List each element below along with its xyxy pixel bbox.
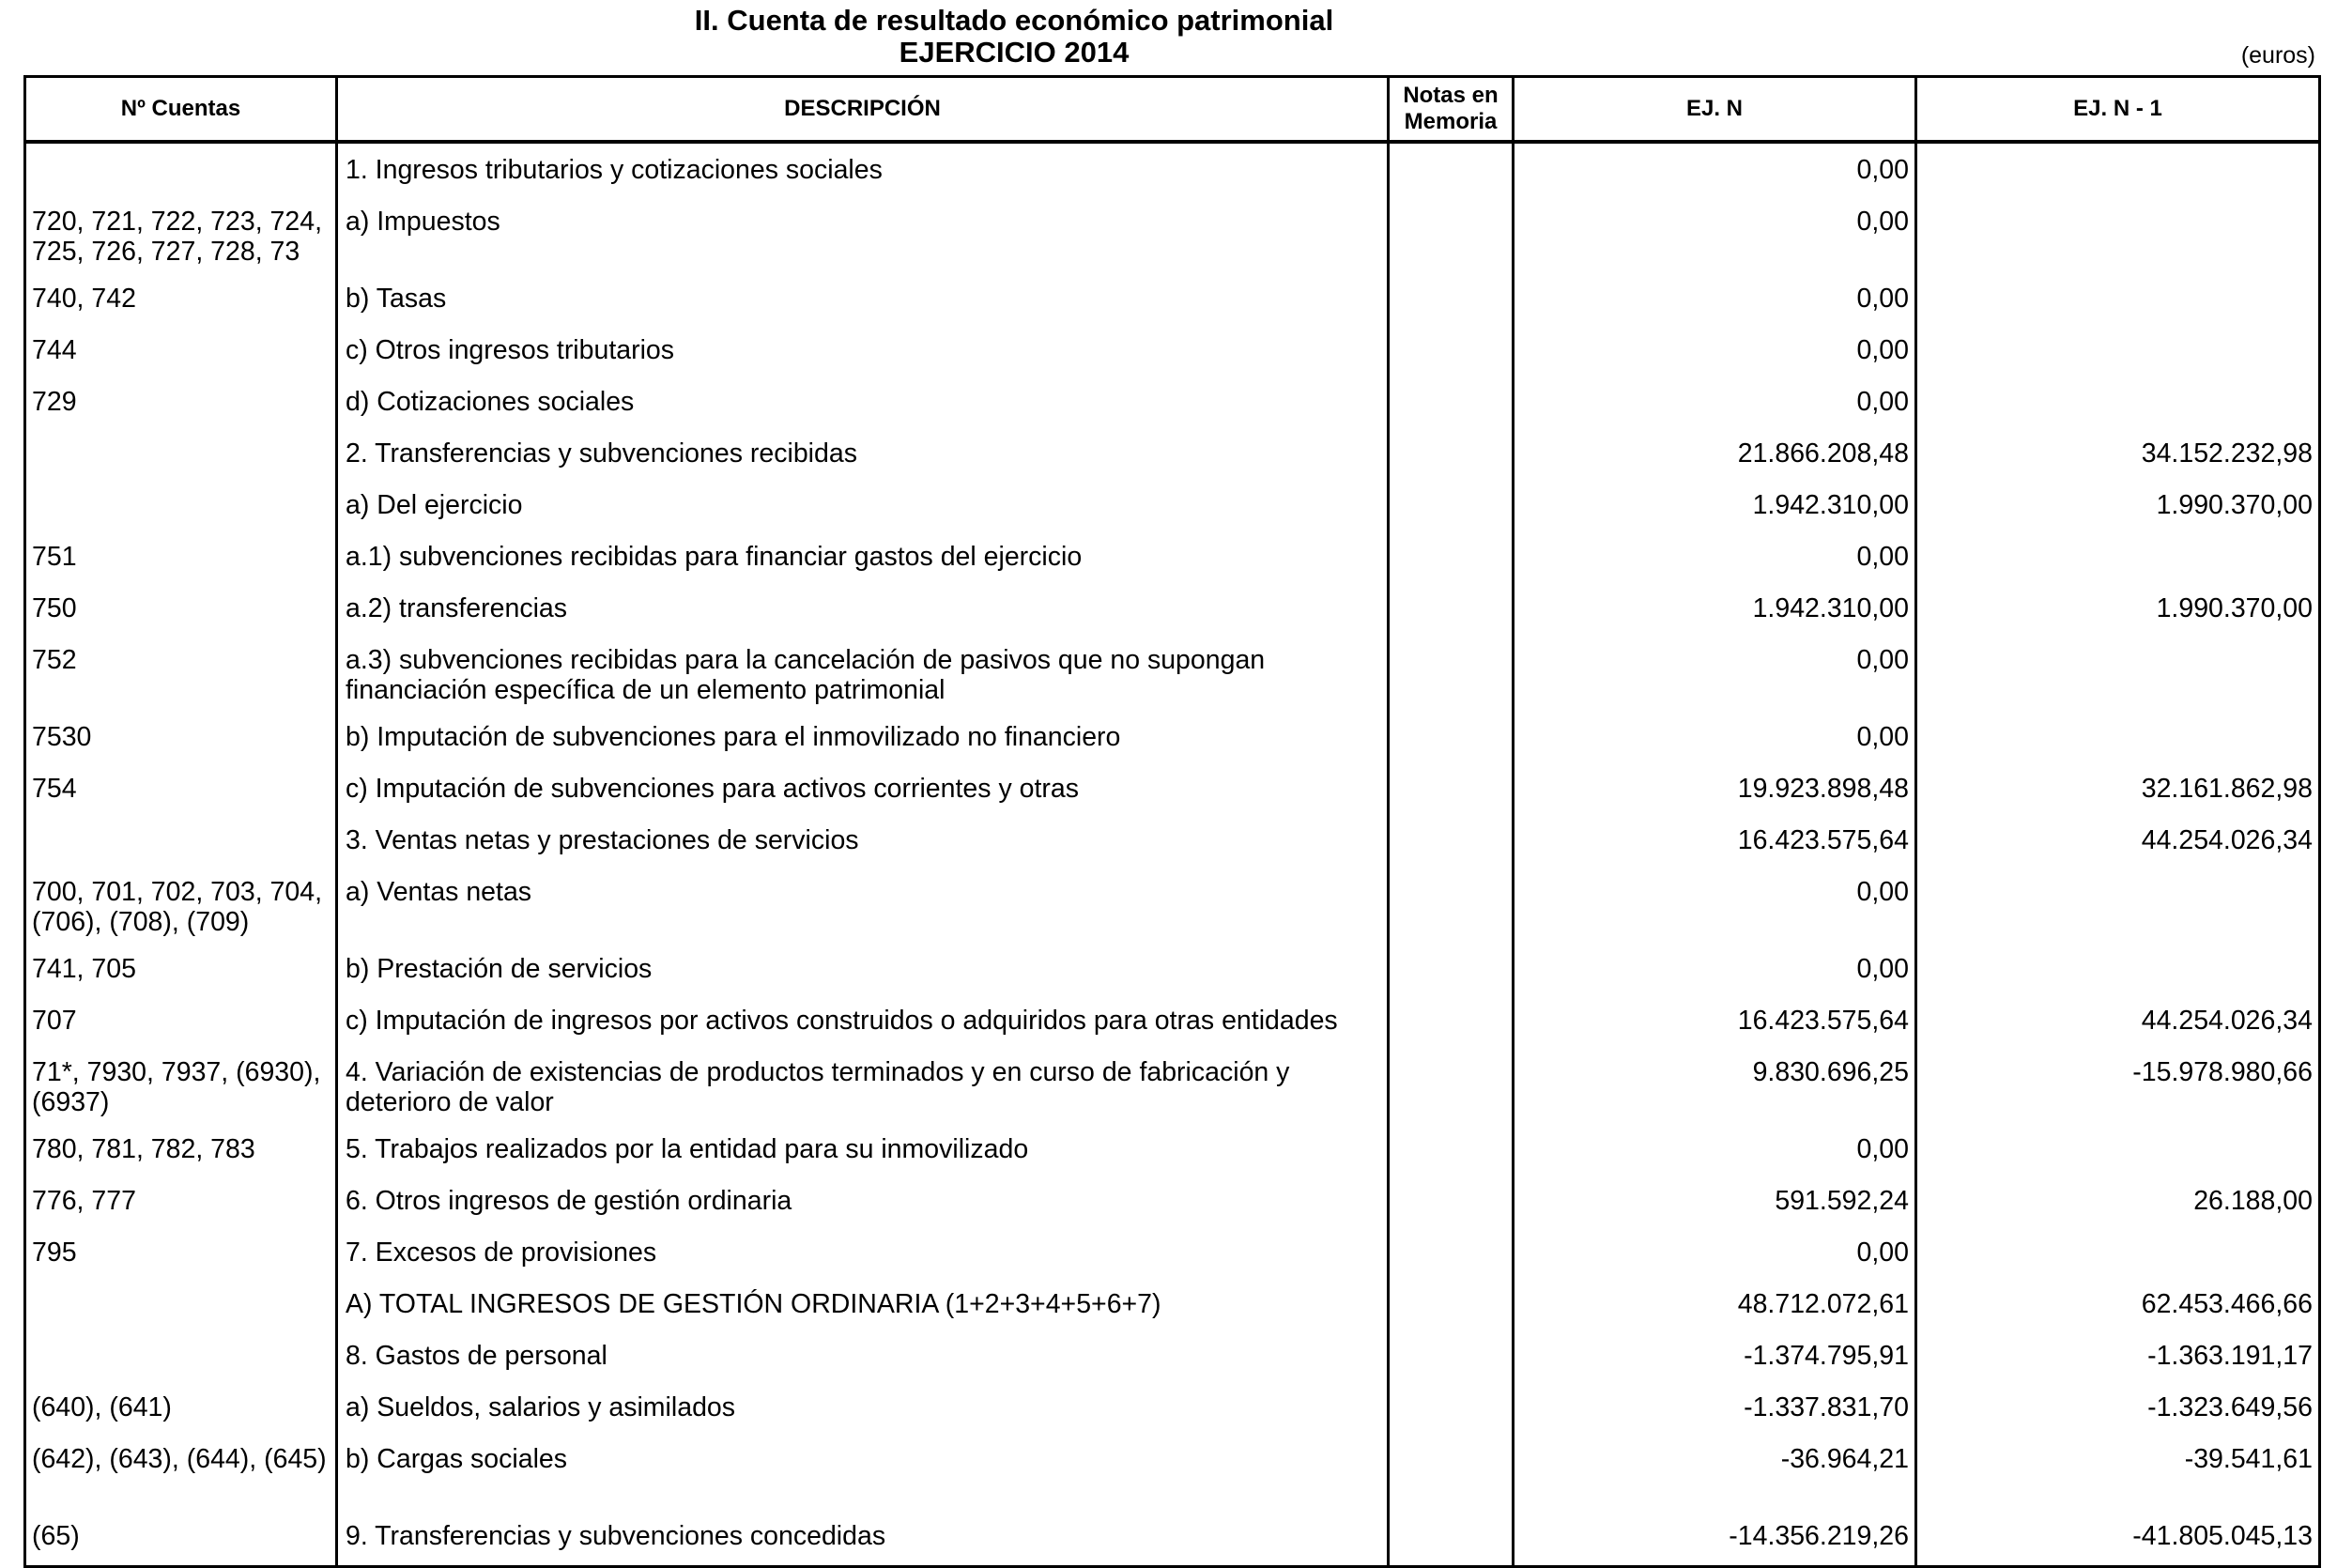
year-n-1-cell — [1916, 195, 2320, 272]
year-n-1-cell — [1916, 142, 2320, 195]
description-cell: 3. Ventas netas y prestaciones de servicios — [337, 814, 1389, 866]
notes-cell — [1389, 1278, 1514, 1330]
description-cell: 4. Variación de existencias de productos terminados y en curso de fabricación y deterioro de valor — [337, 1046, 1389, 1123]
description-cell: 1. Ingresos tributarios y cotizaciones sociales — [337, 142, 1389, 195]
table-row — [25, 1433, 2320, 1510]
table-row — [25, 866, 2320, 943]
description-cell: b) Cargas sociales — [337, 1433, 1389, 1510]
table-row — [25, 1175, 2320, 1226]
report-title: II. Cuenta de resultado económico patrimonial — [694, 4, 1334, 37]
description-cell: c) Otros ingresos tributarios — [337, 324, 1389, 376]
year-n-cell: 0,00 — [1514, 142, 1916, 195]
description-cell: a.2) transferencias — [337, 582, 1389, 634]
year-n-cell: 0,00 — [1514, 1123, 1916, 1175]
description-cell: 2. Transferencias y subvenciones recibidas — [337, 427, 1389, 479]
notes-cell — [1389, 866, 1514, 943]
table-row — [25, 427, 2320, 479]
year-n-cell: 48.712.072,61 — [1514, 1278, 1916, 1330]
year-n-1-cell: -39.541,61 — [1916, 1433, 2320, 1510]
year-n-1-cell — [1916, 530, 2320, 582]
accounts-cell: 740, 742 — [25, 272, 337, 324]
description-cell: c) Imputación de subvenciones para activos corrientes y otras — [337, 762, 1389, 814]
results-table — [23, 75, 2321, 1568]
year-n-1-cell: 26.188,00 — [1916, 1175, 2320, 1226]
year-n-cell: 0,00 — [1514, 376, 1916, 427]
table-row — [25, 479, 2320, 530]
description-cell: b) Prestación de servicios — [337, 943, 1389, 994]
year-n-1-cell — [1916, 866, 2320, 943]
notes-cell — [1389, 814, 1514, 866]
notes-cell — [1389, 1123, 1514, 1175]
description-cell: d) Cotizaciones sociales — [337, 376, 1389, 427]
notes-cell — [1389, 272, 1514, 324]
notes-cell — [1389, 943, 1514, 994]
accounts-cell: 752 — [25, 634, 337, 711]
table-row — [25, 1046, 2320, 1123]
header-year-n: EJ. N — [1514, 77, 1916, 143]
year-n-cell: 16.423.575,64 — [1514, 994, 1916, 1046]
accounts-cell — [25, 479, 337, 530]
description-cell: A) TOTAL INGRESOS DE GESTIÓN ORDINARIA (1+2+3+4+5+6+7) — [337, 1278, 1389, 1330]
description-cell: a) Ventas netas — [337, 866, 1389, 943]
accounts-cell: (65) — [25, 1510, 337, 1567]
table-row — [25, 711, 2320, 762]
header-notes: Notas en Memoria — [1389, 77, 1514, 143]
notes-cell — [1389, 376, 1514, 427]
notes-cell — [1389, 1330, 1514, 1381]
notes-cell — [1389, 427, 1514, 479]
notes-cell — [1389, 530, 1514, 582]
report-subtitle: EJERCICIO 2014 — [899, 36, 1130, 69]
notes-cell — [1389, 762, 1514, 814]
accounts-cell: 7530 — [25, 711, 337, 762]
accounts-cell: 754 — [25, 762, 337, 814]
accounts-cell: 700, 701, 702, 703, 704, (706), (708), (709) — [25, 866, 337, 943]
year-n-cell: 0,00 — [1514, 634, 1916, 711]
accounts-cell: 729 — [25, 376, 337, 427]
notes-cell — [1389, 1381, 1514, 1433]
units-label: (euros) — [2240, 42, 2315, 69]
year-n-cell: 21.866.208,48 — [1514, 427, 1916, 479]
table-row — [25, 582, 2320, 634]
header-year-n-1: EJ. N - 1 — [1916, 77, 2320, 143]
year-n-1-cell — [1916, 376, 2320, 427]
year-n-1-cell: 1.990.370,00 — [1916, 582, 2320, 634]
notes-cell — [1389, 142, 1514, 195]
notes-cell — [1389, 479, 1514, 530]
table-row — [25, 762, 2320, 814]
year-n-cell: 0,00 — [1514, 711, 1916, 762]
notes-cell — [1389, 1175, 1514, 1226]
accounts-cell: (642), (643), (644), (645) — [25, 1433, 337, 1510]
year-n-cell: 0,00 — [1514, 1226, 1916, 1278]
table-row — [25, 324, 2320, 376]
description-cell: a.1) subvenciones recibidas para financiar gastos del ejercicio — [337, 530, 1389, 582]
description-cell: 5. Trabajos realizados por la entidad para su inmovilizado — [337, 1123, 1389, 1175]
year-n-cell: 1.942.310,00 — [1514, 479, 1916, 530]
year-n-1-cell: -1.323.649,56 — [1916, 1381, 2320, 1433]
table-row — [25, 943, 2320, 994]
accounts-cell — [25, 1330, 337, 1381]
accounts-cell — [25, 142, 337, 195]
table-row — [25, 1123, 2320, 1175]
year-n-cell: 0,00 — [1514, 324, 1916, 376]
year-n-1-cell — [1916, 943, 2320, 994]
year-n-1-cell: 44.254.026,34 — [1916, 814, 2320, 866]
table-row — [25, 142, 2320, 195]
table-row — [25, 376, 2320, 427]
year-n-cell: -1.337.831,70 — [1514, 1381, 1916, 1433]
description-cell: c) Imputación de ingresos por activos construidos o adquiridos para otras entidades — [337, 994, 1389, 1046]
accounts-cell: 741, 705 — [25, 943, 337, 994]
accounts-cell — [25, 427, 337, 479]
notes-cell — [1389, 634, 1514, 711]
table-row — [25, 994, 2320, 1046]
accounts-cell: (640), (641) — [25, 1381, 337, 1433]
description-cell: 8. Gastos de personal — [337, 1330, 1389, 1381]
year-n-1-cell: -41.805.045,13 — [1916, 1510, 2320, 1567]
year-n-1-cell — [1916, 1226, 2320, 1278]
year-n-cell: 0,00 — [1514, 943, 1916, 994]
description-cell: b) Tasas — [337, 272, 1389, 324]
header-row — [25, 77, 2320, 143]
accounts-cell: 720, 721, 722, 723, 724, 725, 726, 727, 728, 73 — [25, 195, 337, 272]
year-n-cell: 1.942.310,00 — [1514, 582, 1916, 634]
accounts-cell — [25, 814, 337, 866]
description-cell: b) Imputación de subvenciones para el inmovilizado no financiero — [337, 711, 1389, 762]
notes-cell — [1389, 994, 1514, 1046]
accounts-cell: 795 — [25, 1226, 337, 1278]
accounts-cell: 776, 777 — [25, 1175, 337, 1226]
notes-cell — [1389, 1433, 1514, 1510]
description-cell: a) Sueldos, salarios y asimilados — [337, 1381, 1389, 1433]
description-cell: a) Del ejercicio — [337, 479, 1389, 530]
table-row — [25, 195, 2320, 272]
description-cell: 7. Excesos de provisiones — [337, 1226, 1389, 1278]
accounts-cell: 707 — [25, 994, 337, 1046]
year-n-1-cell — [1916, 272, 2320, 324]
year-n-1-cell: -15.978.980,66 — [1916, 1046, 2320, 1123]
notes-cell — [1389, 711, 1514, 762]
table-row — [25, 634, 2320, 711]
accounts-cell: 744 — [25, 324, 337, 376]
year-n-1-cell: 1.990.370,00 — [1916, 479, 2320, 530]
year-n-1-cell: 34.152.232,98 — [1916, 427, 2320, 479]
year-n-1-cell — [1916, 1123, 2320, 1175]
year-n-1-cell — [1916, 711, 2320, 762]
year-n-1-cell — [1916, 324, 2320, 376]
year-n-1-cell: 44.254.026,34 — [1916, 994, 2320, 1046]
accounts-cell: 71*, 7930, 7937, (6930), (6937) — [25, 1046, 337, 1123]
year-n-cell: 16.423.575,64 — [1514, 814, 1916, 866]
year-n-cell: 0,00 — [1514, 866, 1916, 943]
accounts-cell: 751 — [25, 530, 337, 582]
year-n-cell: 0,00 — [1514, 272, 1916, 324]
table-row — [25, 1330, 2320, 1381]
accounts-cell: 780, 781, 782, 783 — [25, 1123, 337, 1175]
table-row — [25, 530, 2320, 582]
table-row — [25, 814, 2320, 866]
year-n-cell: 0,00 — [1514, 530, 1916, 582]
table-row — [25, 1381, 2320, 1433]
year-n-cell: 0,00 — [1514, 195, 1916, 272]
notes-cell — [1389, 195, 1514, 272]
year-n-1-cell — [1916, 634, 2320, 711]
notes-cell — [1389, 324, 1514, 376]
table-row — [25, 272, 2320, 324]
year-n-cell: -1.374.795,91 — [1514, 1330, 1916, 1381]
year-n-cell: -36.964,21 — [1514, 1433, 1916, 1510]
description-cell: 9. Transferencias y subvenciones concedidas — [337, 1510, 1389, 1567]
header-description: DESCRIPCIÓN — [337, 77, 1389, 143]
notes-cell — [1389, 1226, 1514, 1278]
year-n-1-cell: -1.363.191,17 — [1916, 1330, 2320, 1381]
description-cell: 6. Otros ingresos de gestión ordinaria — [337, 1175, 1389, 1226]
description-cell: a.3) subvenciones recibidas para la cancelación de pasivos que no supongan financiación específica de un elemento patrimonial — [337, 634, 1389, 711]
year-n-cell: 9.830.696,25 — [1514, 1046, 1916, 1123]
notes-cell — [1389, 1046, 1514, 1123]
accounts-cell: 750 — [25, 582, 337, 634]
year-n-cell: 19.923.898,48 — [1514, 762, 1916, 814]
notes-cell — [1389, 1510, 1514, 1567]
table-row — [25, 1510, 2320, 1567]
year-n-cell: 591.592,24 — [1514, 1175, 1916, 1226]
table-row — [25, 1226, 2320, 1278]
year-n-1-cell: 32.161.862,98 — [1916, 762, 2320, 814]
description-cell: a) Impuestos — [337, 195, 1389, 272]
notes-cell — [1389, 582, 1514, 634]
year-n-cell: -14.356.219,26 — [1514, 1510, 1916, 1567]
header-accounts: Nº Cuentas — [25, 77, 337, 143]
accounts-cell — [25, 1278, 337, 1330]
year-n-1-cell: 62.453.466,66 — [1916, 1278, 2320, 1330]
table-row — [25, 1278, 2320, 1330]
